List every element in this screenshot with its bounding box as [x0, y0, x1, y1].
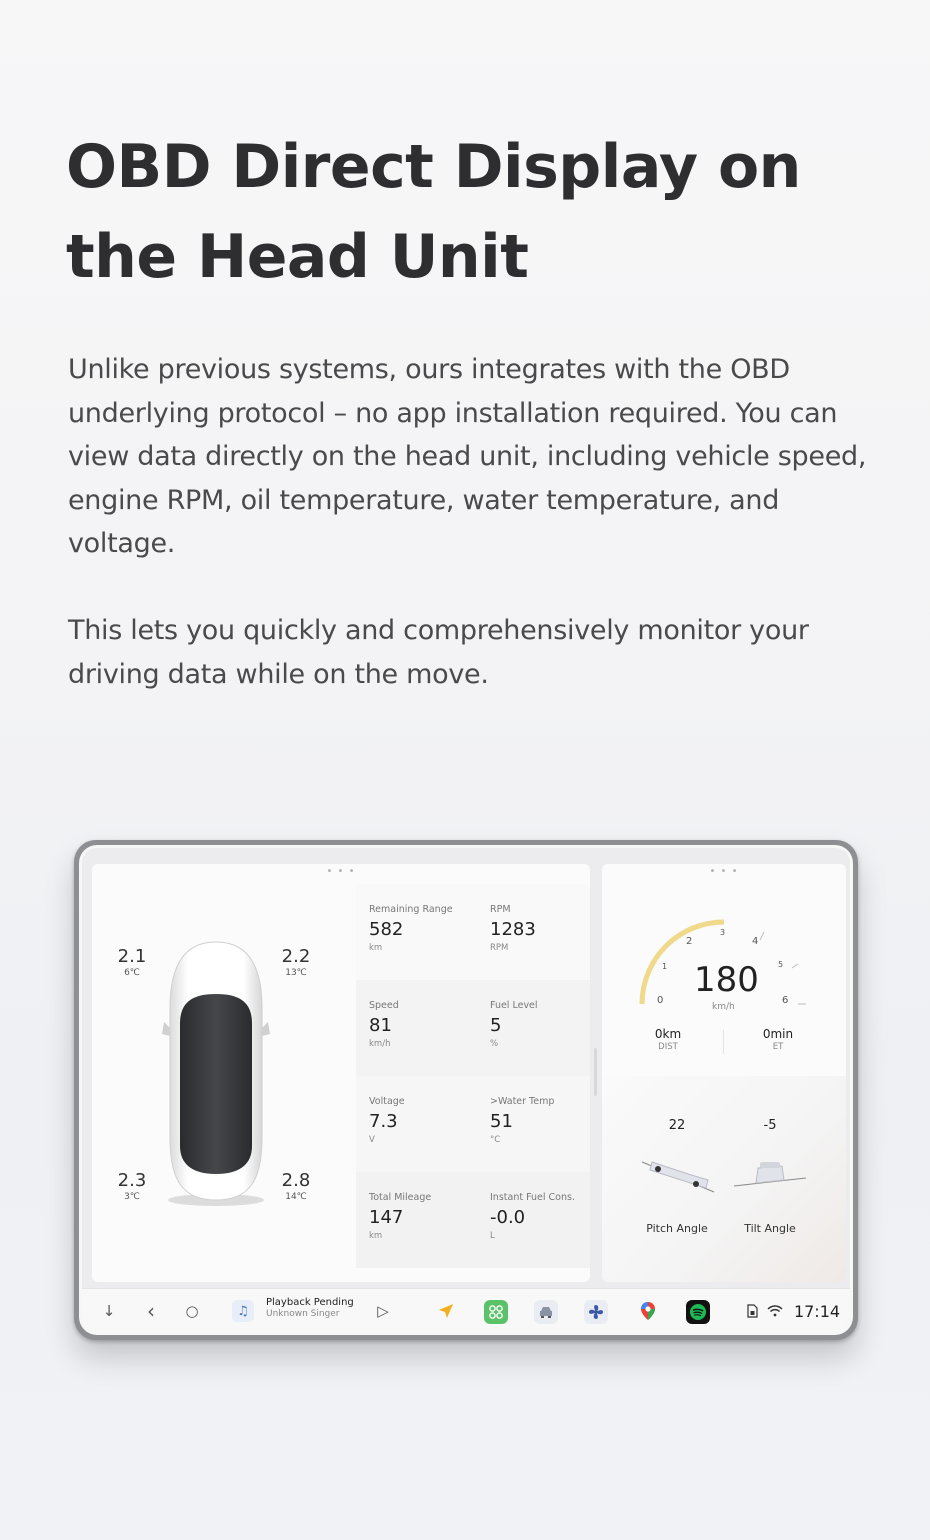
home-button-icon[interactable]: ○ — [185, 1302, 199, 1320]
clock-time: 17:14 — [793, 1301, 841, 1321]
panel-drag-handle[interactable]: • • • — [709, 866, 739, 877]
panel-drag-handle[interactable]: • • • — [326, 866, 356, 877]
tilt-car-icon — [730, 1156, 810, 1196]
tire-front-left — [112, 946, 152, 978]
speed-gauge — [602, 864, 846, 1070]
head-unit-screen — [82, 848, 850, 1332]
stat-fuel-level — [490, 1000, 590, 1049]
media-info[interactable] — [266, 1297, 366, 1319]
back-button-icon[interactable]: ‹ — [147, 1299, 155, 1323]
stat-value: 51 — [490, 1111, 513, 1132]
intro-paragraph: Unlike previous systems, ours integrates with the OBD underlying protocol – no app installation required. You can view data directly on the head unit, including vehicle speed, engine RPM, oil temperature, water temperature, and voltage. — [68, 354, 867, 559]
stat-label: Fuel Level — [490, 1000, 538, 1011]
headline-line-1: OBD Direct Display on — [66, 132, 801, 202]
stat-instant-fuel — [490, 1192, 590, 1241]
music-note-icon[interactable]: ♫ — [232, 1300, 254, 1322]
trip-divider — [723, 1030, 724, 1054]
stat-label: RPM — [490, 904, 511, 915]
tire-pressure: 2.3 — [117, 1170, 147, 1191]
gauge-tick-label: 5 — [778, 960, 784, 969]
split-view-divider[interactable] — [594, 1048, 597, 1096]
stat-value: 1283 — [490, 919, 536, 940]
car-top-view-image — [156, 938, 276, 1208]
head-unit-device — [74, 840, 858, 1340]
gauge-tick-label: 4 — [752, 936, 759, 947]
tire-rear-right — [276, 1170, 316, 1202]
stat-unit: L — [490, 1231, 495, 1241]
page-headline — [66, 122, 886, 302]
stat-unit: °C — [490, 1135, 501, 1145]
device-bezel — [79, 845, 853, 1335]
stat-value: 5 — [490, 1015, 502, 1036]
media-artist: Unknown Singer — [266, 1309, 340, 1319]
stat-unit: km — [369, 943, 383, 953]
stat-label: Voltage — [369, 1096, 405, 1107]
gauge-tick-label: 3 — [720, 928, 726, 937]
spotify-icon[interactable] — [686, 1300, 710, 1324]
tilt-angle-value: -5 — [763, 1118, 777, 1133]
wifi-icon — [766, 1300, 784, 1322]
pitch-car-icon — [638, 1156, 718, 1196]
trip-distance — [638, 1027, 698, 1052]
collapse-down-icon[interactable]: ↓ — [102, 1302, 116, 1320]
fan-icon[interactable] — [584, 1300, 608, 1324]
speed-readout: 180 — [694, 960, 759, 1000]
car-settings-icon[interactable] — [534, 1300, 558, 1324]
stat-voltage — [369, 1096, 479, 1145]
stat-unit: RPM — [490, 943, 509, 953]
stat-unit: km — [369, 1231, 383, 1241]
tire-temp: 13℃ — [285, 968, 307, 978]
stat-value: 582 — [369, 919, 404, 940]
tilt-angle-label: Tilt Angle — [744, 1222, 796, 1235]
apps-grid-icon[interactable] — [484, 1300, 508, 1324]
maps-pin-icon[interactable] — [636, 1300, 660, 1322]
stat-value: 7.3 — [369, 1111, 398, 1132]
trip-value: 0km — [654, 1027, 682, 1041]
system-taskbar — [82, 1288, 850, 1332]
tire-rear-left — [112, 1170, 152, 1202]
summary-paragraph: This lets you quickly and comprehensively monitor your driving data while on the move. — [68, 615, 809, 690]
tire-temp: 14℃ — [285, 1192, 307, 1202]
media-title: Playback Pending — [266, 1297, 354, 1308]
tire-pressure: 2.8 — [281, 1170, 311, 1191]
stat-value: -0.0 — [490, 1207, 526, 1228]
stat-unit: % — [490, 1039, 499, 1049]
pitch-angle-label: Pitch Angle — [646, 1222, 708, 1235]
stat-rpm — [490, 904, 590, 953]
gauge-tick-label: 2 — [686, 936, 693, 947]
tire-temp: 6℃ — [124, 968, 140, 978]
stat-value: 81 — [369, 1015, 392, 1036]
gauge-tick-label: 6 — [782, 995, 789, 1006]
play-button-icon[interactable]: ▷ — [377, 1302, 389, 1320]
navigation-arrow-icon[interactable] — [434, 1300, 458, 1322]
tire-front-right — [276, 946, 316, 978]
stat-speed — [369, 1000, 479, 1049]
tire-pressure: 2.1 — [117, 946, 147, 967]
attitude-section — [602, 1076, 846, 1282]
stat-remaining-range — [369, 904, 479, 953]
stat-label: Speed — [369, 1000, 399, 1011]
stat-total-mileage — [369, 1192, 479, 1241]
driving-info-panel — [602, 864, 846, 1282]
gauge-tick-label: 1 — [662, 962, 668, 971]
stat-label: >Water Temp — [490, 1096, 555, 1107]
headline-line-2: the Head Unit — [66, 222, 529, 292]
stat-unit: V — [369, 1135, 375, 1145]
trip-label: ET — [772, 1042, 784, 1052]
tire-temp: 3℃ — [124, 1192, 140, 1202]
stat-label: Total Mileage — [369, 1192, 432, 1203]
pitch-angle-value: 22 — [668, 1118, 686, 1133]
gauge-tick-label: 0 — [657, 995, 664, 1006]
trip-label: DIST — [658, 1042, 678, 1052]
trip-elapsed-time — [748, 1027, 808, 1052]
stat-water-temp — [490, 1096, 590, 1145]
sim-card-icon — [744, 1300, 760, 1322]
tire-pressure: 2.2 — [281, 946, 311, 967]
stat-value: 147 — [369, 1207, 404, 1228]
trip-value: 0min — [762, 1027, 794, 1041]
vehicle-status-panel — [92, 864, 590, 1282]
stat-label: Instant Fuel Cons. — [490, 1192, 575, 1203]
stat-label: Remaining Range — [369, 904, 453, 915]
speed-unit: km/h — [712, 1002, 735, 1012]
stat-unit: km/h — [369, 1039, 391, 1049]
